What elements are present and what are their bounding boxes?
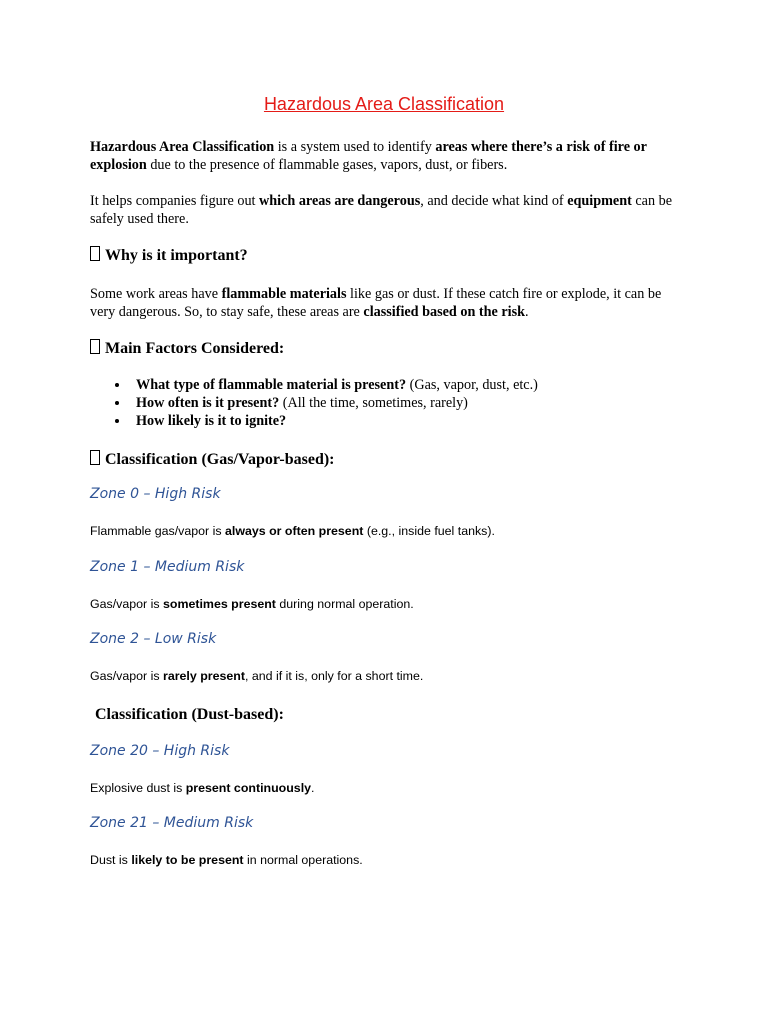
intro-emphasis: areas where there’s a risk of fire or explosion (90, 139, 647, 173)
zone-20-heading: Zone 20 – High Risk (90, 743, 230, 759)
factor-detail: (Gas, vapor, dust, etc.) (406, 377, 538, 393)
zone-emphasis: present continuously (185, 781, 312, 795)
intro-paragraph (90, 138, 675, 174)
purpose-emphasis: which areas are dangerous (259, 193, 421, 209)
zone-emphasis: likely to be present (131, 853, 244, 867)
bullet-icon (115, 383, 119, 387)
list-item (90, 376, 538, 394)
box-glyph-icon (90, 339, 100, 354)
zone-text: during normal operation. (275, 597, 414, 611)
zone-20-description (90, 781, 315, 795)
zone-emphasis: rarely present (163, 669, 245, 683)
purpose-emphasis: equipment (567, 193, 632, 209)
zone-emphasis: sometimes present (163, 597, 276, 611)
factor-question: What type of flammable material is present? (136, 377, 407, 393)
box-glyph-icon (90, 246, 100, 261)
factor-question: How likely is it to ignite? (136, 413, 287, 429)
zone-text: . (311, 781, 315, 795)
gas-classification-heading (90, 450, 335, 469)
page-title: Hazardous Area Classification (263, 94, 505, 114)
zone-text: (e.g., inside fuel tanks). (363, 524, 495, 538)
factors-heading (90, 339, 284, 358)
intro-term: Hazardous Area Classification (90, 139, 275, 155)
factors-heading-text: Main Factors Considered: (105, 340, 285, 357)
list-item (90, 394, 538, 412)
why-heading-text: Why is it important? (105, 247, 248, 264)
intro-text: is a system used to identify (274, 139, 436, 155)
why-paragraph (90, 285, 675, 321)
gas-heading-text: Classification (Gas/Vapor-based): (105, 451, 335, 468)
zone-text: Gas/vapor is (90, 597, 163, 611)
zone-2-heading: Zone 2 – Low Risk (90, 631, 217, 647)
zone-text: Explosive dust is (90, 781, 186, 795)
zone-text: in normal operations. (243, 853, 363, 867)
list-item (90, 412, 538, 430)
purpose-text: can be safely used there. (90, 193, 673, 227)
purpose-text: , and decide what kind of (420, 193, 568, 209)
purpose-text: It helps companies figure out (90, 193, 260, 209)
why-emphasis: classified based on the risk (363, 304, 526, 320)
zone-0-description (90, 524, 495, 538)
factor-question: How often is it present? (136, 395, 280, 411)
zone-0-heading: Zone 0 – High Risk (90, 486, 221, 502)
bullet-icon (115, 401, 119, 405)
bullet-icon (115, 419, 119, 423)
zone-21-heading: Zone 21 – Medium Risk (90, 815, 254, 831)
why-emphasis: flammable materials (221, 286, 347, 302)
dust-classification-heading: Classification (Dust-based): (95, 706, 284, 723)
factors-list (90, 376, 538, 430)
zone-text: Flammable gas/vapor is (90, 524, 225, 538)
why-text: like gas or dust. If these catch fire or explode, it can be very dangerous. So, to stay safe, these areas are (90, 286, 662, 320)
zone-text: , and if it is, only for a short time. (244, 669, 424, 683)
purpose-paragraph (90, 192, 675, 228)
factor-detail: (All the time, sometimes, rarely) (279, 395, 468, 411)
intro-text: due to the presence of flammable gases, vapors, dust, or fibers. (146, 157, 508, 173)
zone-emphasis: always or often present (224, 524, 364, 538)
zone-text: Dust is (90, 853, 132, 867)
box-glyph-icon (90, 450, 100, 465)
zone-21-description (90, 853, 363, 867)
zone-1-heading: Zone 1 – Medium Risk (90, 559, 245, 575)
why-text: Some work areas have (90, 286, 222, 302)
zone-1-description (90, 597, 414, 611)
why-heading (90, 246, 248, 265)
why-text: . (525, 304, 529, 320)
zone-text: Gas/vapor is (90, 669, 163, 683)
zone-2-description (90, 669, 423, 683)
